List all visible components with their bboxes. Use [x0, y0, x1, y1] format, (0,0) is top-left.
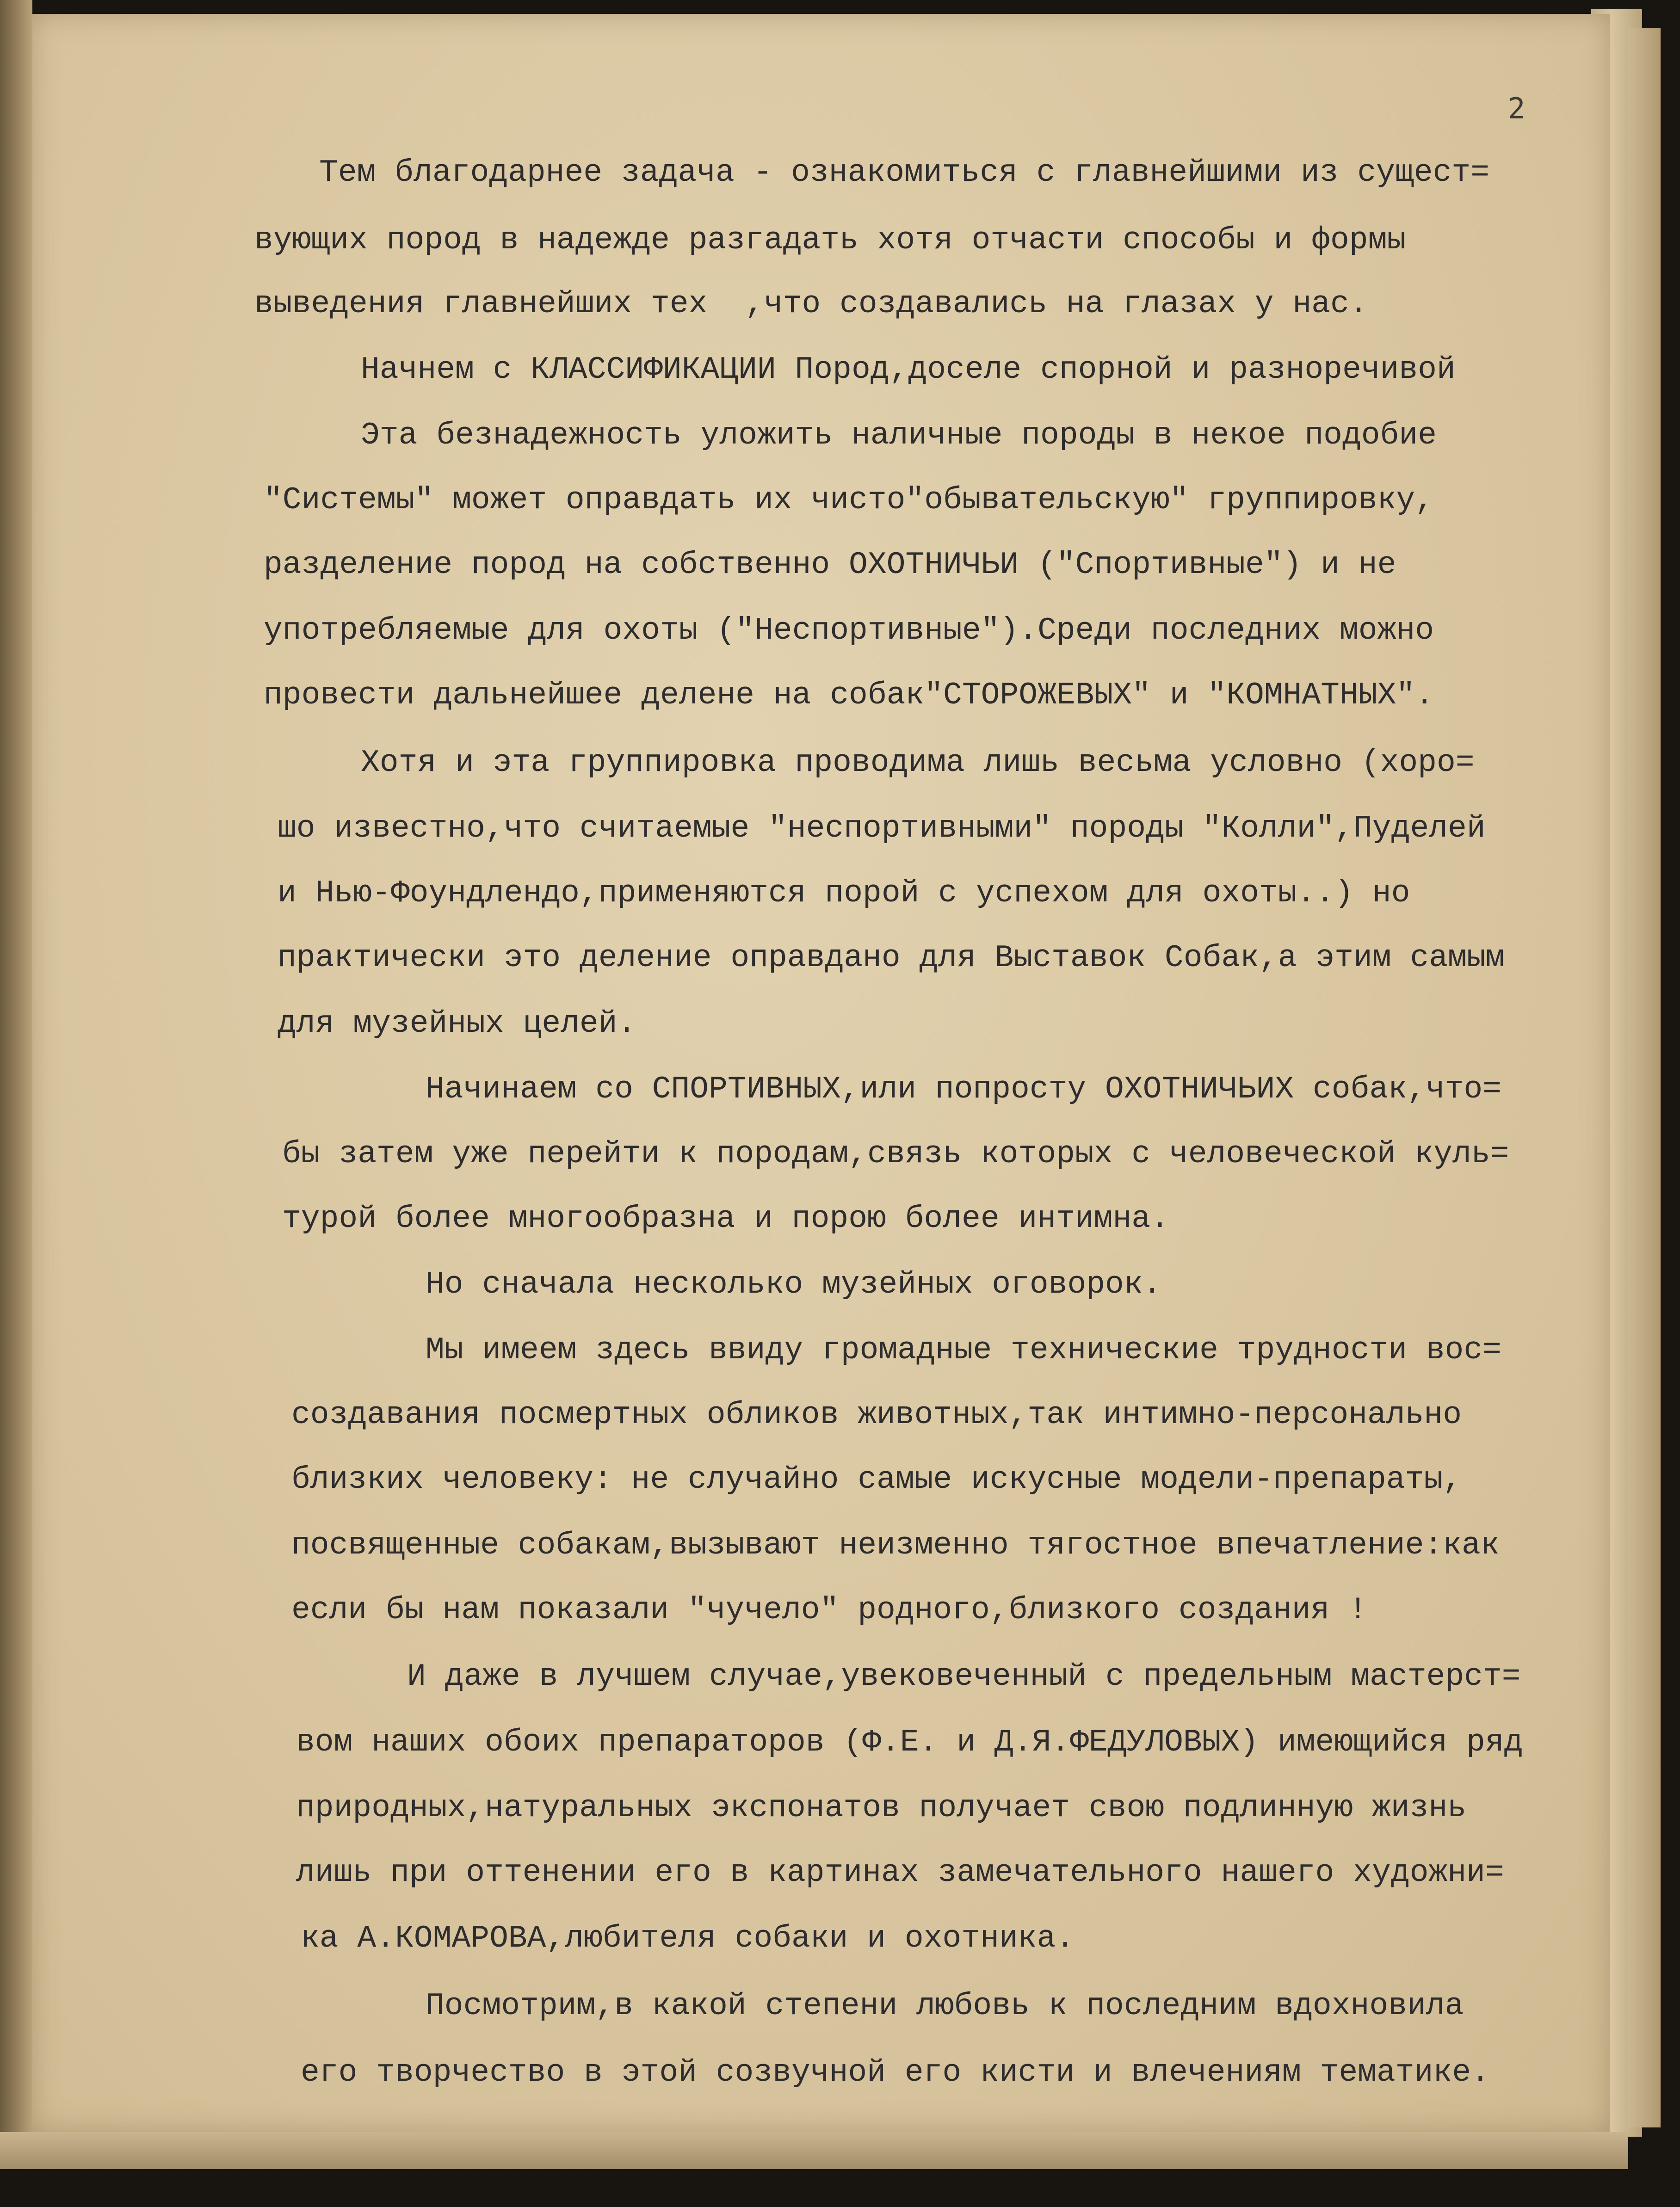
text-line: его творчество в этой созвучной его кисти и влечениям тематике. — [301, 2055, 1490, 2090]
text-line: Хотя и эта группировка проводима лишь весьма условно (хоро= — [361, 745, 1475, 781]
text-line: создавания посмертных обликов животных,так интимно-персонально — [291, 1397, 1462, 1433]
page-edge-stack-back — [1628, 28, 1661, 2127]
text-line: турой более многообразна и порою более интимна. — [282, 1201, 1169, 1237]
text-line: посвященные собакам,вызывают неизменно тягостное впечатление:как — [291, 1528, 1500, 1563]
text-line: Посмотрим,в какой степени любовь к последним вдохновила — [426, 1988, 1464, 2024]
binding-edge — [0, 0, 32, 2169]
text-line: лишь при оттенении его в картинах замечательного нашего художни= — [296, 1855, 1504, 1891]
text-line: практически это деление оправдано для Выставок Собак,а этим самым — [278, 940, 1505, 976]
text-line: Эта безнадежность уложить наличные породы в некое подобие — [361, 418, 1437, 453]
text-line: вующих пород в надежде разгадать хотя отчасти способы и формы — [254, 222, 1406, 258]
text-line: если бы нам показали "чучело" родного,близкого создания ! — [291, 1592, 1367, 1628]
text-line: для музейных целей. — [278, 1006, 636, 1042]
text-line: шо известно,что считаемые "неспортивными" породы "Колли",Пуделей — [278, 811, 1486, 846]
text-line: Тем благодарнее задача - ознакомиться с главнейшими из сущест= — [319, 155, 1490, 191]
typewritten-sheet — [32, 14, 1610, 2132]
text-line: употребляемые для охоты ("Неспортивные").Среди последних можно — [264, 613, 1434, 648]
text-line: вом наших обоих препараторов (Ф.Е. и Д.Я.ФЕДУЛОВЫХ) имеющийся ряд — [296, 1725, 1523, 1760]
text-line: природных,натуральных экспонатов получает свою подлинную жизнь — [296, 1790, 1467, 1826]
text-line: разделение пород на собственно ОХОТНИЧЬИ ("Спортивные") и не — [264, 547, 1396, 583]
text-line: "Системы" может оправдать их чисто"обывательскую" группировку, — [264, 482, 1434, 518]
text-line: выведения главнейших тех ,что создавались на глазах у нас. — [254, 286, 1368, 322]
text-line: близких человеку: не случайно самые искусные модели-препараты, — [291, 1462, 1462, 1498]
text-line: ка А.КОМАРОВА,любителя собаки и охотника. — [301, 1921, 1075, 1956]
page-number: 2 — [1508, 92, 1526, 125]
text-line: Начинаем со СПОРТИВНЫХ,или попросту ОХОТНИЧЬИХ собак,что= — [426, 1072, 1501, 1107]
text-line: Начнем с КЛАССИФИКАЦИИ Пород,доселе спорной и разноречивой — [361, 352, 1456, 388]
text-line: бы затем уже перейти к породам,связь которых с человеческой куль= — [282, 1136, 1509, 1172]
text-line: Но сначала несколько музейных оговорок. — [426, 1267, 1162, 1302]
page-bottom-edge — [0, 2132, 1628, 2169]
text-line: И даже в лучшем случае,увековеченный с предельным мастерст= — [407, 1659, 1521, 1695]
text-line: и Нью-Фоундлендо,применяются порой с успехом для охоты..) но — [278, 875, 1410, 911]
text-line: провести дальнейшее делене на собак"СТОРОЖЕВЫХ" и "КОМНАТНЫХ". — [264, 678, 1434, 713]
text-line: Мы имеем здесь ввиду громадные технические трудности вос= — [426, 1332, 1501, 1368]
